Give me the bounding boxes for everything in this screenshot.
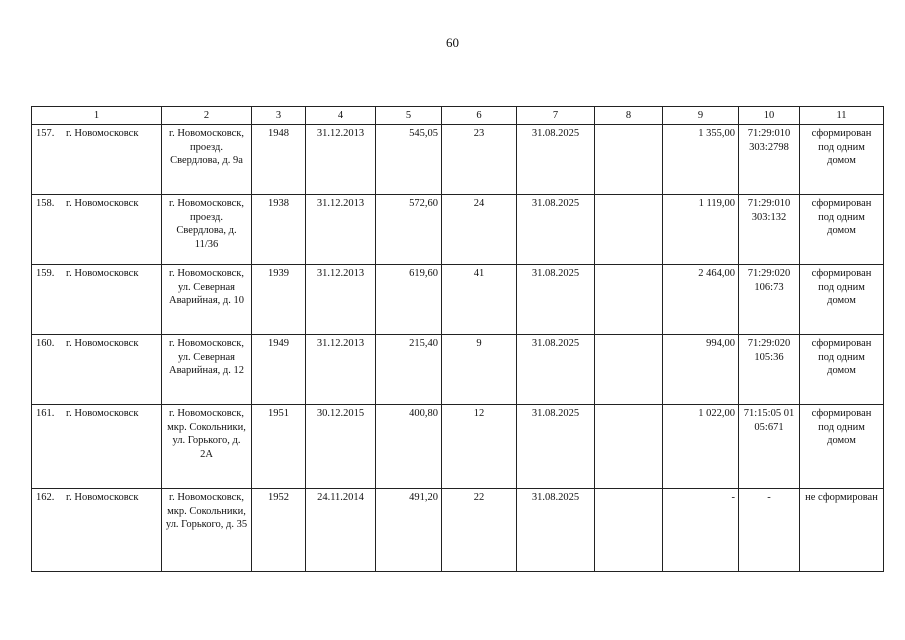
cadastral-number-cell: - bbox=[739, 489, 800, 572]
land-area-cell: 994,00 bbox=[663, 335, 739, 405]
cadastral-number-cell: 71:29:020 106:73 bbox=[739, 265, 800, 335]
city-name: г. Новомосковск bbox=[66, 268, 139, 279]
address-cell: г. Новомосковск, ул. Северная Аварийная, д. 10 bbox=[162, 265, 252, 335]
date-cell: 24.11.2014 bbox=[306, 489, 376, 572]
count-cell: 9 bbox=[442, 335, 517, 405]
table-row bbox=[32, 489, 884, 572]
city-cell bbox=[32, 265, 162, 335]
address-cell: г. Новомосковск, проезд. Свердлова, д. 11/36 bbox=[162, 195, 252, 265]
land-area-cell: 1 022,00 bbox=[663, 405, 739, 489]
status-cell: сформирован под одним домом bbox=[800, 195, 884, 265]
area-cell: 572,60 bbox=[376, 195, 442, 265]
status-cell: не сформирован bbox=[800, 489, 884, 572]
city-name: г. Новомосковск bbox=[66, 198, 139, 209]
cadastral-number-cell: 71:15:05 01 05:671 bbox=[739, 405, 800, 489]
column-8-cell bbox=[595, 265, 663, 335]
land-area-cell: 1 355,00 bbox=[663, 125, 739, 195]
year-cell: 1952 bbox=[252, 489, 306, 572]
count-cell: 12 bbox=[442, 405, 517, 489]
address-cell: г. Новомосковск, мкр. Сокольники, ул. Горького, д. 35 bbox=[162, 489, 252, 572]
status-cell: сформирован под одним домом bbox=[800, 125, 884, 195]
planned-date-cell: 31.08.2025 bbox=[517, 265, 595, 335]
city-cell bbox=[32, 405, 162, 489]
column-header: 5 bbox=[376, 107, 442, 125]
date-cell: 31.12.2013 bbox=[306, 125, 376, 195]
city-cell bbox=[32, 195, 162, 265]
count-cell: 24 bbox=[442, 195, 517, 265]
column-header: 2 bbox=[162, 107, 252, 125]
status-cell: сформирован под одним домом bbox=[800, 265, 884, 335]
date-cell: 30.12.2015 bbox=[306, 405, 376, 489]
cadastral-number-cell: 71:29:010 303:2798 bbox=[739, 125, 800, 195]
table-row bbox=[32, 195, 884, 265]
planned-date-cell: 31.08.2025 bbox=[517, 335, 595, 405]
planned-date-cell: 31.08.2025 bbox=[517, 125, 595, 195]
date-cell: 31.12.2013 bbox=[306, 265, 376, 335]
date-cell: 31.12.2013 bbox=[306, 195, 376, 265]
area-cell: 619,60 bbox=[376, 265, 442, 335]
column-header: 1 bbox=[32, 107, 162, 125]
year-cell: 1939 bbox=[252, 265, 306, 335]
city-name: г. Новомосковск bbox=[66, 492, 139, 503]
area-cell: 545,05 bbox=[376, 125, 442, 195]
column-header: 10 bbox=[739, 107, 800, 125]
row-number: 162. bbox=[36, 492, 55, 503]
area-cell: 400,80 bbox=[376, 405, 442, 489]
year-cell: 1951 bbox=[252, 405, 306, 489]
column-8-cell bbox=[595, 489, 663, 572]
column-header: 8 bbox=[595, 107, 663, 125]
city-name: г. Новомосковск bbox=[66, 408, 139, 419]
row-number: 160. bbox=[36, 338, 55, 349]
column-8-cell bbox=[595, 195, 663, 265]
city-name: г. Новомосковск bbox=[66, 128, 139, 139]
count-cell: 41 bbox=[442, 265, 517, 335]
area-cell: 491,20 bbox=[376, 489, 442, 572]
year-cell: 1938 bbox=[252, 195, 306, 265]
area-cell: 215,40 bbox=[376, 335, 442, 405]
row-number: 157. bbox=[36, 128, 55, 139]
planned-date-cell: 31.08.2025 bbox=[517, 405, 595, 489]
count-cell: 22 bbox=[442, 489, 517, 572]
land-area-cell: 1 119,00 bbox=[663, 195, 739, 265]
column-header: 7 bbox=[517, 107, 595, 125]
row-number: 161. bbox=[36, 408, 55, 419]
city-cell bbox=[32, 335, 162, 405]
table-row bbox=[32, 265, 884, 335]
land-area-cell: 2 464,00 bbox=[663, 265, 739, 335]
cadastral-number-cell: 71:29:010 303:132 bbox=[739, 195, 800, 265]
column-header-row bbox=[32, 107, 884, 125]
city-cell bbox=[32, 125, 162, 195]
address-cell: г. Новомосковск, проезд. Свердлова, д. 9а bbox=[162, 125, 252, 195]
planned-date-cell: 31.08.2025 bbox=[517, 489, 595, 572]
address-cell: г. Новомосковск, ул. Северная Аварийная, д. 12 bbox=[162, 335, 252, 405]
page-number: 60 bbox=[446, 35, 459, 50]
row-number: 159. bbox=[36, 268, 55, 279]
city-cell bbox=[32, 489, 162, 572]
column-8-cell bbox=[595, 335, 663, 405]
status-cell: сформирован под одним домом bbox=[800, 405, 884, 489]
table-row bbox=[32, 405, 884, 489]
column-header: 6 bbox=[442, 107, 517, 125]
table-row bbox=[32, 125, 884, 195]
column-8-cell bbox=[595, 405, 663, 489]
column-8-cell bbox=[595, 125, 663, 195]
cadastral-number-cell: 71:29:020 105:36 bbox=[739, 335, 800, 405]
count-cell: 23 bbox=[442, 125, 517, 195]
city-name: г. Новомосковск bbox=[66, 338, 139, 349]
column-header: 4 bbox=[306, 107, 376, 125]
status-cell: сформирован под одним домом bbox=[800, 335, 884, 405]
address-cell: г. Новомосковск, мкр. Сокольники, ул. Горького, д. 2А bbox=[162, 405, 252, 489]
column-header: 9 bbox=[663, 107, 739, 125]
row-number: 158. bbox=[36, 198, 55, 209]
land-area-cell: - bbox=[663, 489, 739, 572]
date-cell: 31.12.2013 bbox=[306, 335, 376, 405]
table-row bbox=[32, 335, 884, 405]
year-cell: 1949 bbox=[252, 335, 306, 405]
column-header: 11 bbox=[800, 107, 884, 125]
year-cell: 1948 bbox=[252, 125, 306, 195]
planned-date-cell: 31.08.2025 bbox=[517, 195, 595, 265]
housing-register-table bbox=[31, 106, 884, 572]
column-header: 3 bbox=[252, 107, 306, 125]
